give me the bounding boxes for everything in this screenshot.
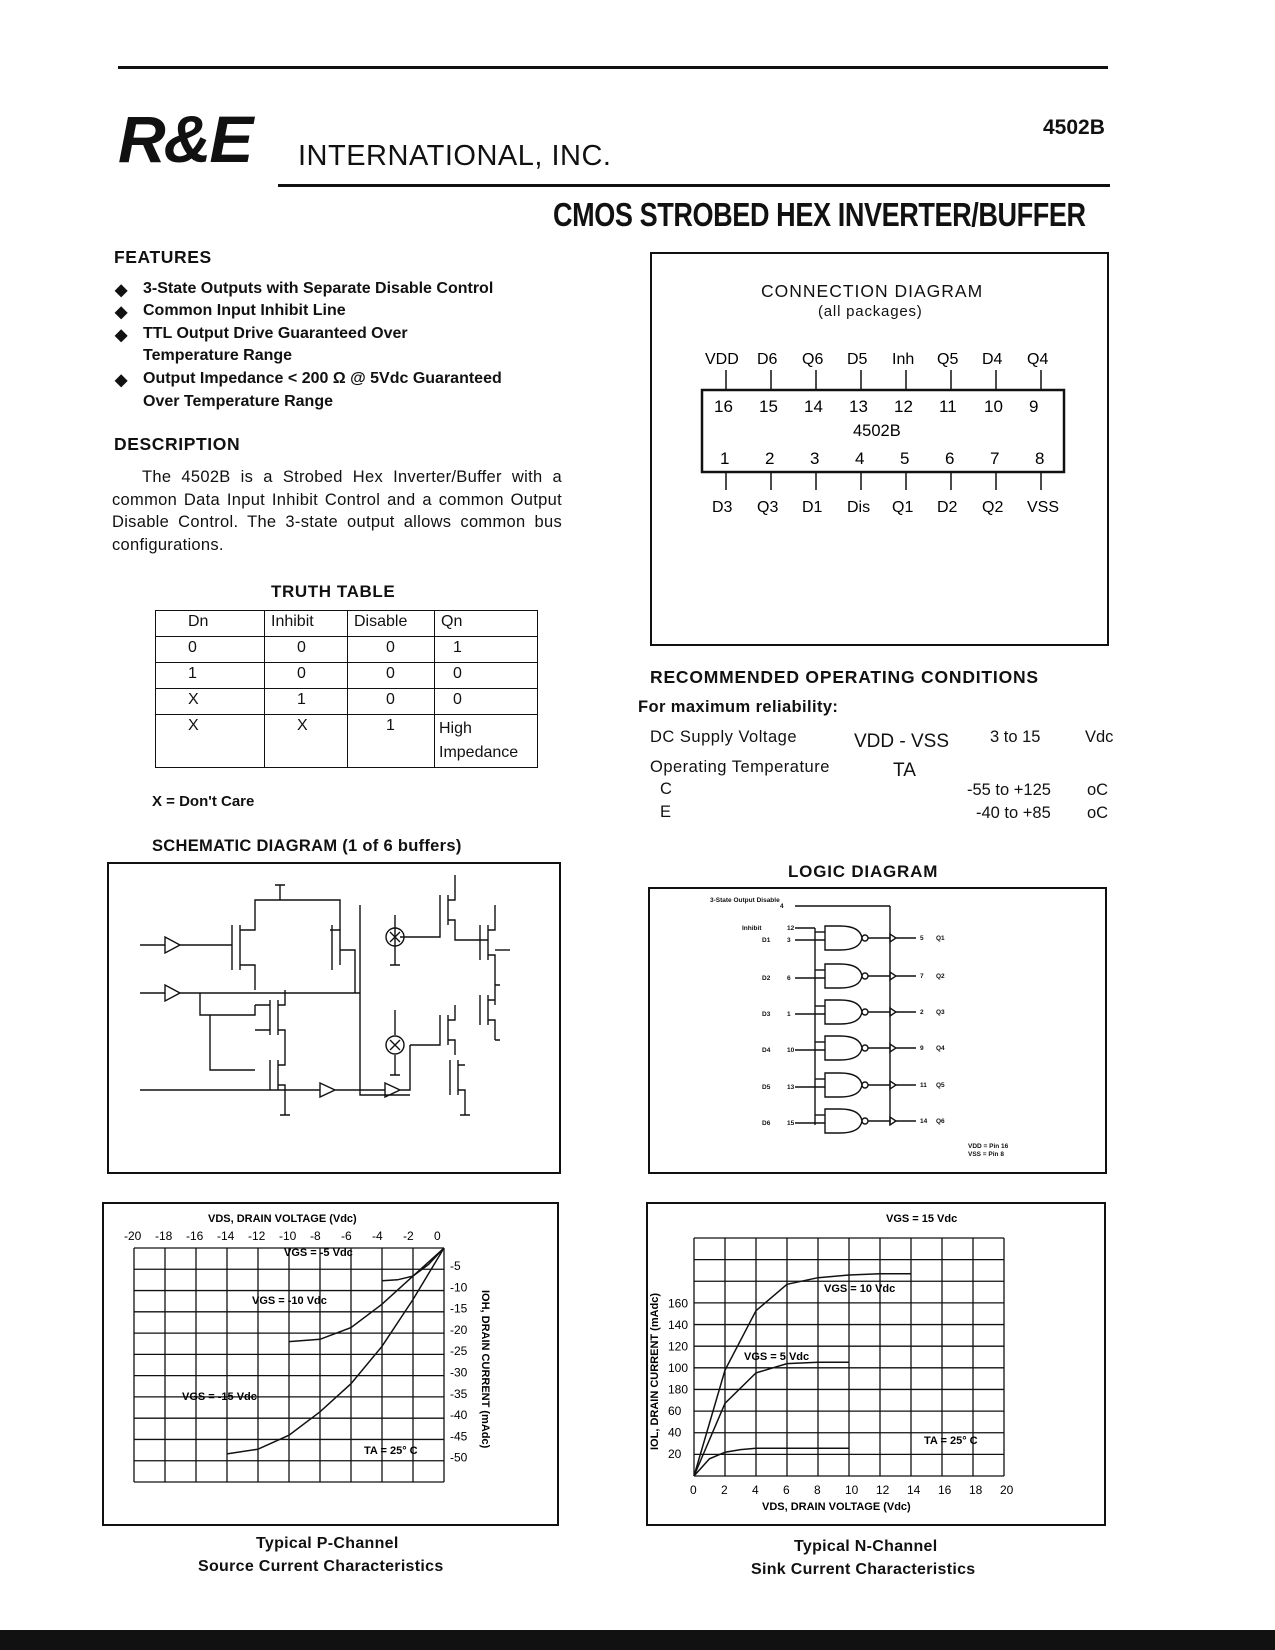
temp-unit: oC [1087,781,1109,799]
table-header: Qn [435,611,538,637]
table-cell: 0 [435,663,538,689]
table-cell: 0 [435,689,538,715]
p-channel-caption-2: Source Current Characteristics [198,1558,444,1575]
logic-pin-number: 7 [920,973,924,980]
x-tick-label: 12 [876,1483,890,1497]
y-tick-label: -25 [450,1344,468,1359]
logic-pin-number: 9 [920,1045,924,1052]
x-tick-label: -18 [155,1229,173,1243]
logic-output-label: Q6 [936,1118,945,1125]
pin-number: 5 [900,449,910,468]
x-tick-label: -8 [310,1229,321,1243]
feature-item-continued: Temperature Range [143,347,293,364]
chart-series-line [694,1448,849,1476]
header-rule [278,184,1110,187]
pin-number: 12 [894,397,913,416]
series-label: VGS = -10 Vdc [252,1295,327,1307]
x-tick-label: -16 [186,1229,204,1243]
logic-input-label: Inhibit [742,925,762,932]
table-header: Dn [156,611,265,637]
pin-label-top: Inh [892,351,915,368]
pin-number: 2 [765,449,775,468]
pin-number: 3 [810,449,820,468]
y-tick-label: 40 [668,1425,682,1440]
connection-diagram-title: CONNECTION DIAGRAM [761,281,984,301]
page-title: CMOS STROBED HEX INVERTER/BUFFER [553,196,1086,233]
table-cell: 1 [435,637,538,663]
table-header: Inhibit [265,611,348,637]
chart-annotation: TA = 25° C [924,1435,978,1447]
temp-label: Operating Temperature [650,758,830,776]
chart-annotation: TA = 25° C [364,1445,418,1457]
temp-e-label: E [660,803,672,821]
logic-pin-number: 15 [787,1120,795,1127]
part-number: 4502B [1043,116,1105,139]
logic-pin-number: 10 [787,1047,795,1054]
table-cell: 0 [156,637,265,663]
supply-unit: Vdc [1085,728,1114,746]
y-axis-label: IOL, DRAIN CURRENT (mAdc) [649,1292,661,1450]
y-tick-label: -50 [450,1450,468,1465]
y-tick-label: 180 [668,1382,689,1397]
logic-input-label: D2 [762,975,771,982]
description-heading: DESCRIPTION [114,434,241,454]
truth-table-title: TRUTH TABLE [271,582,396,601]
y-tick-label: -35 [450,1386,468,1401]
series-label: VGS = 15 Vdc [886,1213,958,1225]
nand-gate [825,1073,862,1097]
x-tick-label: -20 [124,1229,142,1243]
pin-label-bottom: D3 [712,499,733,516]
description-text: The 4502B is a Strobed Hex Inverter/Buffer with a common Data Input Inhibit Control and a common Output Disable Control. The 3-state output allows common bus configurations. [112,468,562,554]
x-tick-label: 0 [690,1483,697,1497]
chip-label: 4502B [853,422,901,440]
chart-series-line [227,1248,444,1454]
pin-number: 14 [804,397,823,416]
pin-label-bottom: Q3 [757,499,779,516]
pin-label-bottom: Q2 [982,499,1004,516]
y-tick-label: -40 [450,1408,468,1423]
table-cell: X [156,689,265,715]
table-row [156,689,538,715]
table-cell: 0 [348,663,435,689]
power-note: VSS = Pin 8 [968,1151,1004,1158]
diamond-bullet-icon: ◆ [115,327,128,344]
y-tick-label: -5 [450,1259,461,1273]
logic-gate-drawing [650,890,1102,1170]
pin-label-bottom: VSS [1027,499,1060,516]
logic-output-label: Q5 [936,1082,945,1089]
logic-pin-number: 4 [780,903,784,910]
pin-label-top: VDD [705,351,739,368]
y-tick-label: 20 [668,1447,682,1461]
y-tick-label: -30 [450,1365,468,1380]
diamond-bullet-icon: ◆ [115,304,128,321]
x-tick-label: -10 [279,1229,297,1243]
pin-label-bottom: D2 [937,499,958,516]
y-tick-label: 120 [668,1339,689,1354]
pin-number: 9 [1029,397,1039,416]
logic-pin-number: 1 [787,1011,791,1018]
logic-output-label: Q4 [936,1045,945,1052]
schematic-title: SCHEMATIC DIAGRAM (1 of 6 buffers) [152,837,462,855]
logic-diagram-title: LOGIC DIAGRAM [788,862,939,881]
x-tick-label: 2 [721,1483,728,1497]
y-tick-label: -20 [450,1322,468,1337]
truth-table-note: X = Don't Care [152,793,255,810]
y-tick-label: 160 [668,1296,689,1311]
logic-pin-number: 11 [920,1082,927,1089]
pin-number: 10 [984,397,1003,416]
table-row [156,637,538,663]
series-label: VGS = -5 Vdc [284,1247,353,1259]
x-tick-label: 20 [1000,1483,1014,1497]
company-logo: R&E [118,102,252,176]
pin-number: 11 [939,397,957,416]
table-header-row [156,611,538,637]
logic-input-label: D3 [762,1011,771,1018]
x-tick-label: 8 [814,1483,821,1497]
y-tick-label: -45 [450,1429,468,1444]
supply-symbol: VDD - VSS [854,731,950,752]
x-axis-label: VDS, DRAIN VOLTAGE (Vdc) [762,1501,911,1513]
diamond-bullet-icon: ◆ [115,282,128,299]
p-channel-caption-1: Typical P-Channel [256,1535,399,1552]
logic-pin-number: 2 [920,1009,924,1016]
x-tick-label: 18 [969,1483,983,1497]
pin-label-top: D4 [982,351,1003,368]
temp-symbol: TA [893,760,916,781]
pin-label-bottom: Dis [847,499,871,516]
schematic-drawing [110,865,556,1169]
dip-package-diagram [650,340,1105,525]
x-tick-label: -14 [217,1229,235,1243]
table-cell: 1 [156,663,265,689]
x-tick-label: 10 [845,1483,859,1497]
series-label: VGS = 5 Vdc [744,1351,810,1363]
logic-output-label: Q3 [936,1009,945,1016]
pin-label-top: Q5 [937,351,959,368]
pin-label-top: Q4 [1027,351,1049,368]
x-tick-label: 16 [938,1483,952,1497]
series-label: VGS = 10 Vdc [824,1283,896,1295]
y-tick-label: 100 [668,1361,689,1375]
logic-pin-number: 6 [787,975,791,982]
p-channel-chart [104,1204,556,1522]
table-cell: X [156,715,265,768]
logic-pin-number: 14 [920,1118,928,1125]
logic-output-label: Q1 [936,935,945,942]
table-cell: 0 [265,637,348,663]
x-tick-label: -2 [403,1229,414,1243]
x-tick-label: -4 [372,1229,383,1243]
logic-input-label: D1 [762,937,771,944]
logic-input-label: D5 [762,1084,771,1091]
feature-item: ◆ TTL Output Drive Guaranteed Over [115,325,408,344]
truth-table [155,610,538,768]
power-note: VDD = Pin 16 [968,1143,1009,1150]
y-tick-label: -15 [450,1301,468,1316]
chart-title: VDS, DRAIN VOLTAGE (Vdc) [208,1213,357,1225]
y-tick-label: 140 [668,1318,689,1332]
table-cell: 0 [348,689,435,715]
operating-conditions-sub: For maximum reliability: [638,698,839,716]
x-tick-label: 4 [752,1483,759,1497]
pin-label-top: Q6 [802,351,824,368]
n-channel-chart [648,1204,1103,1522]
bottom-rule [0,1630,1275,1650]
features-heading: FEATURES [114,247,212,267]
supply-label: DC Supply Voltage [650,728,798,746]
table-cell: High Impedance [435,715,538,768]
logic-input-label: D6 [762,1120,771,1127]
pin-label-top: D5 [847,351,868,368]
y-tick-label: -10 [450,1280,468,1295]
x-tick-label: -12 [248,1229,266,1243]
pin-number: 15 [759,397,778,416]
pin-label-bottom: D1 [802,499,823,516]
chart-series-line [694,1274,911,1476]
pin-number: 16 [714,397,733,416]
feature-item: ◆ Output Impedance < 200 Ω @ 5Vdc Guaranteed [115,370,502,389]
pin-number: 13 [849,397,868,416]
logic-input-label: D4 [762,1047,771,1054]
diamond-bullet-icon: ◆ [115,372,128,389]
logic-input-label: 3-State Output Disable [710,897,780,904]
x-tick-label: 0 [434,1229,441,1243]
n-channel-caption-2: Sink Current Characteristics [751,1561,976,1578]
pin-number: 7 [990,449,1000,468]
temp-unit: oC [1087,804,1109,822]
temp-e-value: -40 to +85 [976,804,1051,822]
nand-gate [825,964,862,988]
pin-number: 8 [1035,449,1045,468]
x-tick-label: 6 [783,1483,790,1497]
table-cell: 1 [348,715,435,768]
pin-label-bottom: Q1 [892,499,914,516]
nand-gate [825,1109,862,1133]
logic-pin-number: 13 [787,1084,795,1091]
x-tick-label: -6 [341,1229,352,1243]
supply-value: 3 to 15 [990,728,1041,746]
connection-diagram-subtitle: (all packages) [818,303,923,320]
pin-number: 4 [855,449,865,468]
temp-c-value: -55 to +125 [967,781,1051,799]
x-tick-label: 14 [907,1483,921,1497]
logic-pin-number: 12 [787,925,795,932]
pin-number: 6 [945,449,955,468]
feature-item-continued: Over Temperature Range [143,393,333,410]
table-cell: 0 [348,637,435,663]
nand-gate [825,926,862,950]
logic-output-label: Q2 [936,973,945,980]
y-axis-label: IOH, DRAIN CURRENT (mAdc) [479,1290,491,1449]
feature-item: ◆ 3-State Outputs with Separate Disable Control [115,280,494,299]
table-row [156,715,538,768]
series-label: VGS = -15 Vdc [182,1391,257,1403]
nand-gate [825,1000,862,1024]
logic-pin-number: 5 [920,935,924,942]
table-header: Disable [348,611,435,637]
table-cell: 1 [265,689,348,715]
table-cell: X [265,715,348,768]
operating-conditions-heading: RECOMMENDED OPERATING CONDITIONS [650,667,1039,687]
nand-gate [825,1036,862,1060]
pin-number: 1 [720,449,730,468]
company-name: INTERNATIONAL, INC. [298,140,612,172]
table-cell: 0 [265,663,348,689]
n-channel-caption-1: Typical N-Channel [794,1538,938,1555]
table-row [156,663,538,689]
top-rule [118,66,1108,69]
feature-item: ◆ Common Input Inhibit Line [115,302,346,321]
pin-label-top: D6 [757,351,778,368]
y-tick-label: 60 [668,1404,682,1418]
logic-pin-number: 3 [787,937,791,944]
temp-c-label: C [660,780,672,798]
chart-series-line [694,1362,849,1476]
